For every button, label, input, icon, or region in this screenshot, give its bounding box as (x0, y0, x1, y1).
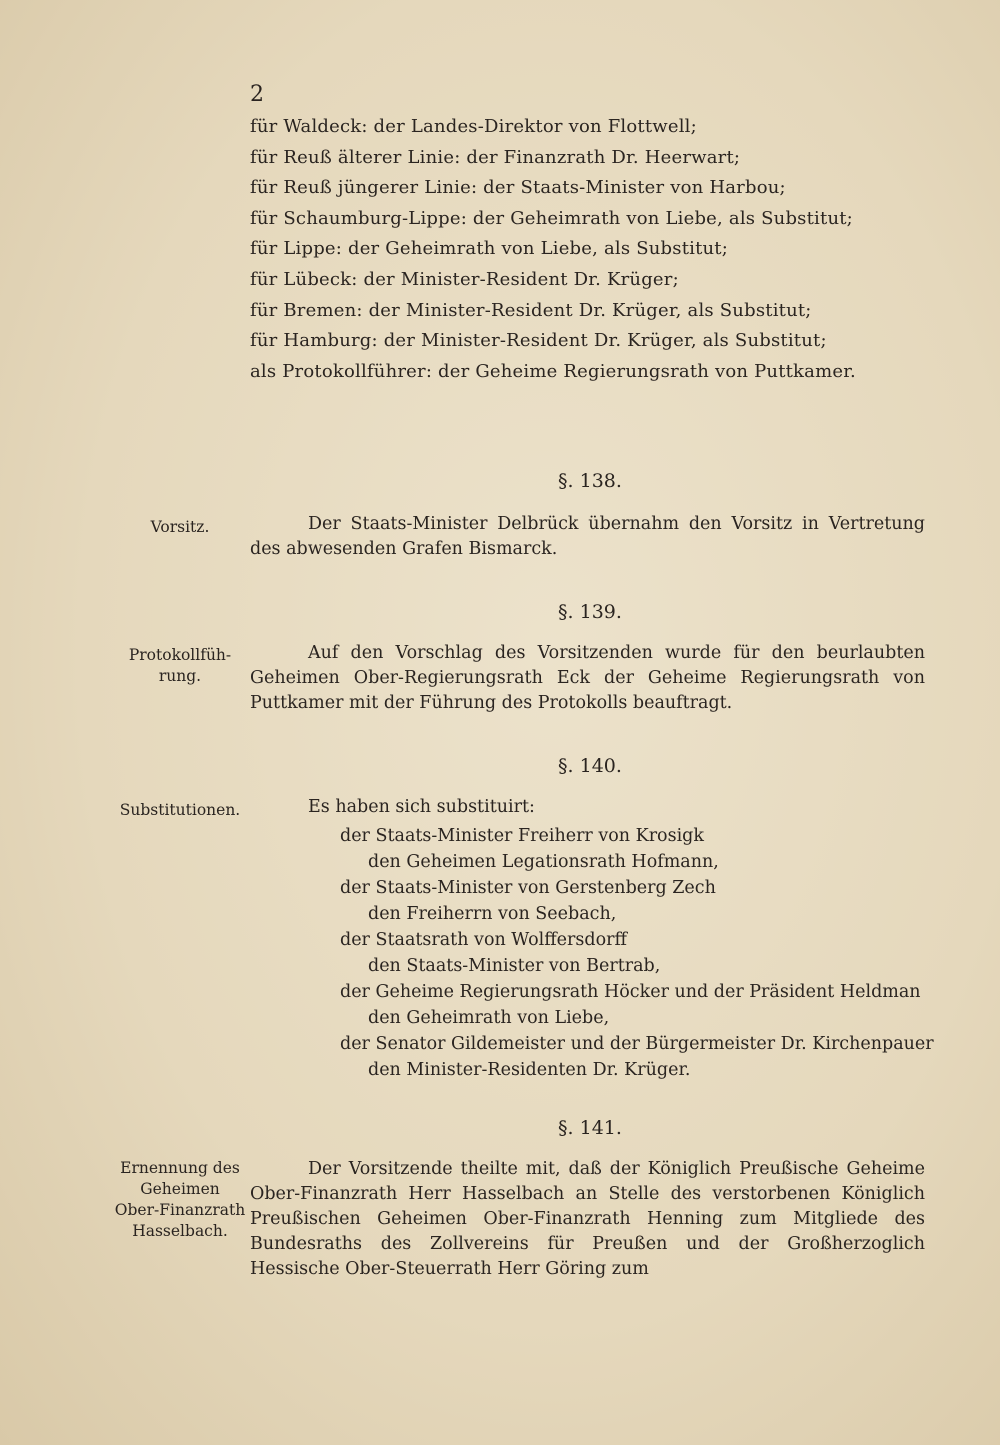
substitution-line: den Geheimen Legationsrath Hofmann, (368, 852, 719, 872)
sidenote-line: rung. (158, 667, 202, 685)
substitution-line: den Geheimrath von Liebe, (368, 1008, 610, 1028)
substitution-line: der Staatsrath von Wolffersdorff (340, 930, 627, 950)
section-heading-140: §. 140. (558, 755, 622, 777)
substitution-line: den Freiherrn von Seebach, (368, 904, 617, 924)
section-heading-138: §. 138. (558, 470, 622, 492)
sidenote-substitutionen: Substitutionen. (119, 801, 241, 819)
substitution-line: den Staats-Minister von Bertrab, (368, 956, 661, 976)
attendance-line: für Lübeck: der Minister-Resident Dr. Krüger; (250, 268, 679, 290)
section-138-body: Der Staats-Minister Delbrück übernahm den Vorsitz in Vertretung des abwesenden Grafen Bismarck. (250, 514, 925, 559)
section-139-body: Auf den Vorschlag des Vorsitzenden wurde für den beurlaubten Geheimen Ober-Regierungsrath Eck der Geheime Regierungsrath von Puttkamer mit der Führung des Protokolls beauftragt. (250, 643, 925, 713)
attendance-line: für Reuß jüngerer Linie: der Staats-Minister von Harbou; (250, 177, 786, 199)
substitution-line: der Geheime Regierungsrath Höcker und der Präsident Heldman (340, 982, 921, 1002)
page-number: 2 (250, 82, 264, 107)
sidenote-protokollfuehrung (105, 645, 255, 687)
attendance-line: für Hamburg: der Minister-Resident Dr. Krüger, als Substitut; (250, 330, 827, 352)
section-138-text (250, 512, 925, 562)
sidenote-line: Geheimen (140, 1180, 220, 1198)
attendance-line: für Bremen: der Minister-Resident Dr. Krüger, als Substitut; (250, 299, 812, 321)
sidenote-line: Ober-Finanzrath (114, 1201, 246, 1219)
sidenote-line: Hasselbach. (132, 1222, 228, 1240)
attendance-line: für Schaumburg-Lippe: der Geheimrath von Liebe, als Substitut; (250, 207, 853, 229)
substitution-line: der Staats-Minister von Gerstenberg Zech (340, 878, 716, 898)
attendance-line: für Waldeck: der Landes-Direktor von Flottwell; (250, 116, 697, 137)
substitution-line: den Minister-Residenten Dr. Krüger. (368, 1060, 691, 1080)
substitutions-list (340, 823, 940, 1083)
substitution-line: der Senator Gildemeister und der Bürgermeister Dr. Kirchenpauer (340, 1034, 934, 1054)
sidenote-line: Ernennung des (120, 1159, 240, 1177)
section-heading-141: §. 141. (558, 1117, 622, 1139)
sidenote-line: Protokollfüh- (128, 646, 232, 664)
attendance-line: als Protokollführer: der Geheime Regierungsrath von Puttkamer. (250, 360, 856, 382)
substitutions-intro: Es haben sich substituirt: (308, 797, 535, 817)
section-141-text (250, 1157, 925, 1282)
section-heading-139: §. 139. (558, 601, 622, 623)
sidenote-vorsitz: Vorsitz. (150, 518, 210, 536)
sidenote-ernennung (105, 1158, 255, 1242)
attendance-line: für Reuß älterer Linie: der Finanzrath Dr. Heerwart; (250, 146, 741, 168)
attendance-line: für Lippe: der Geheimrath von Liebe, als Substitut; (250, 238, 729, 260)
section-139-text (250, 641, 925, 716)
attendance-list (250, 112, 930, 387)
section-141-body: Der Vorsitzende theilte mit, daß der Königlich Preußische Geheime Ober-Finanzrath Herr Hasselbach an Stelle des verstorbenen Königlich Preußischen Geheimen Ober-Finanzrath Henning zum Mitgliede des Bundesraths des Zollvereins für Preußen und der Großherzoglich Hessische Ober-Steuerrath Herr Göring zum (250, 1159, 925, 1279)
substitution-line: der Staats-Minister Freiherr von Krosigk (340, 826, 704, 846)
